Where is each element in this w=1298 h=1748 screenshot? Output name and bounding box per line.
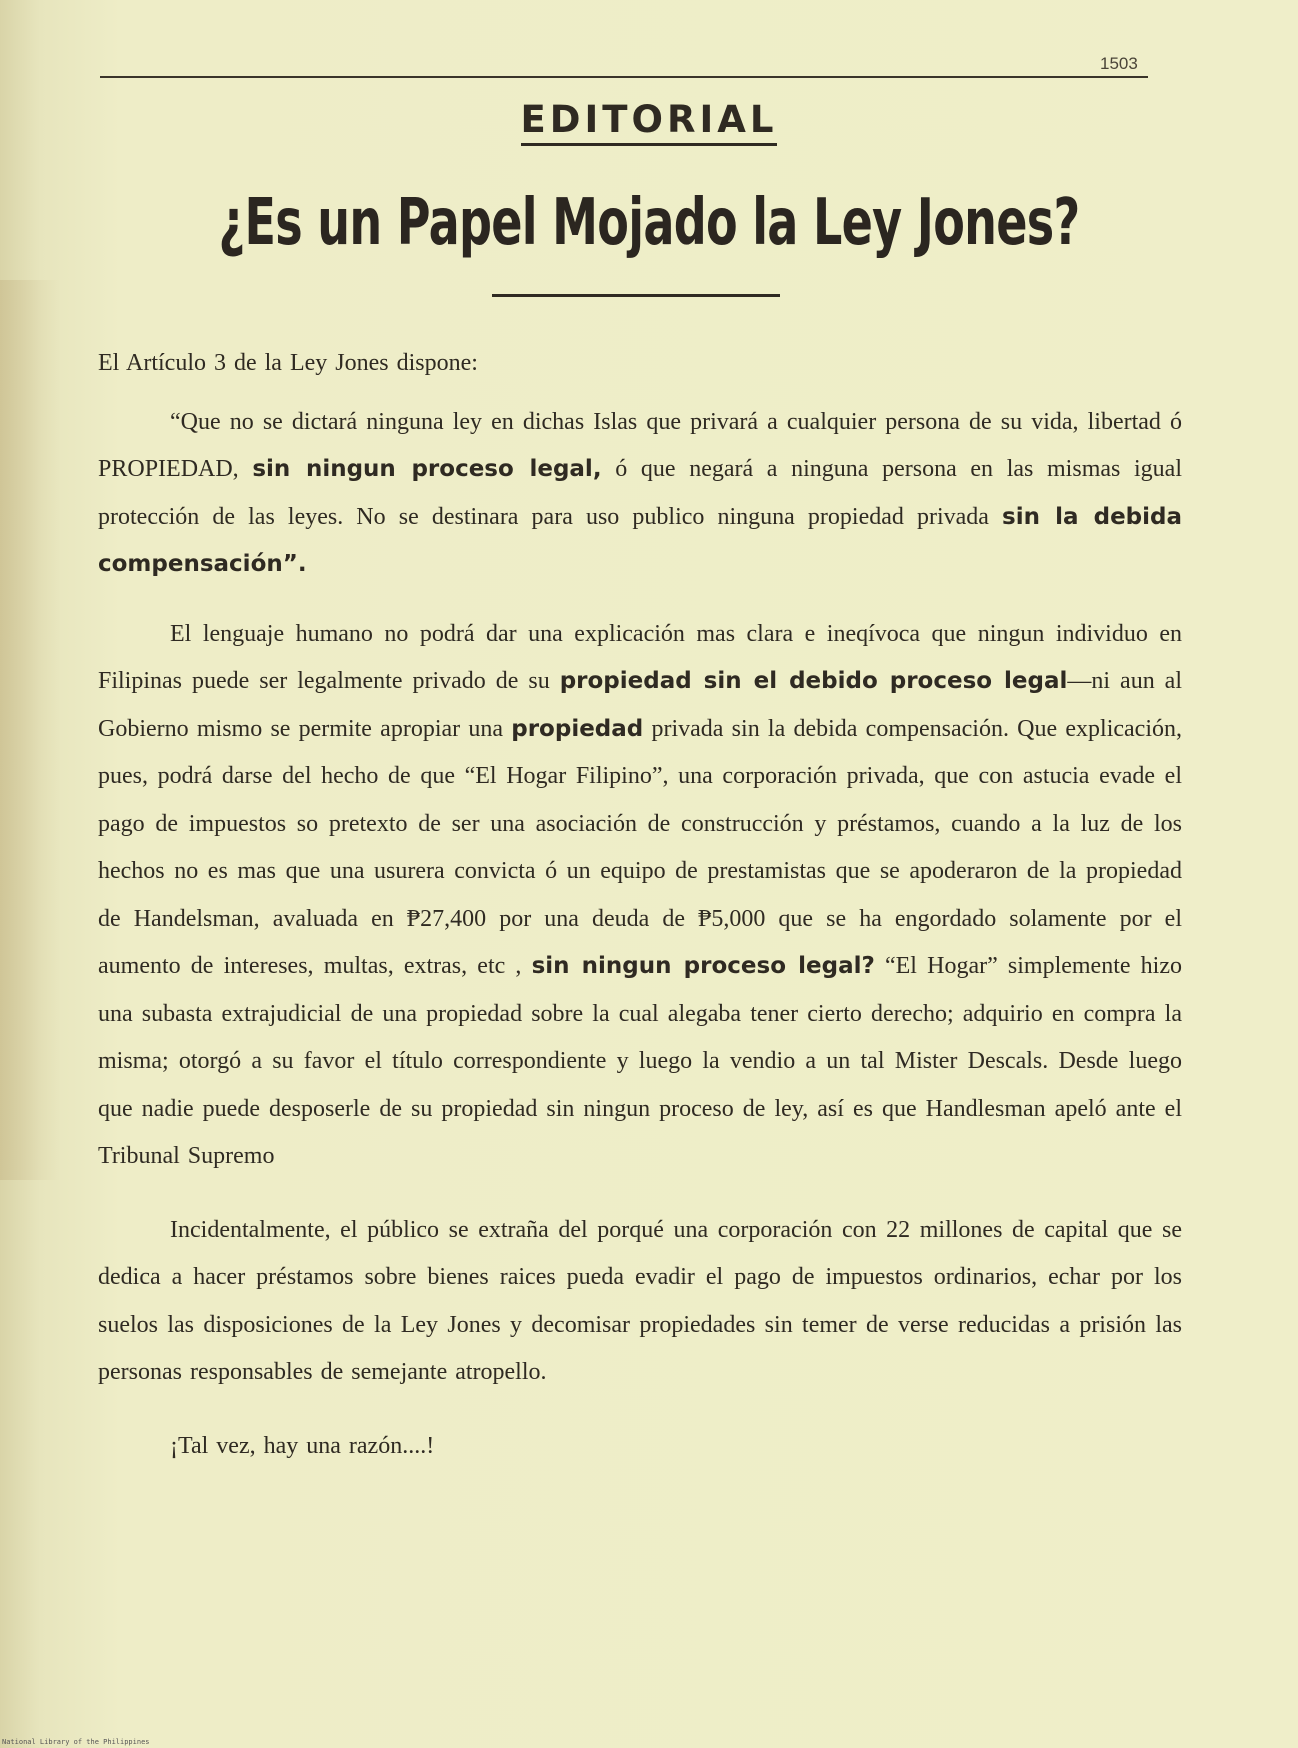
intro-line: El Artículo 3 de la Ley Jones dispone: bbox=[98, 350, 478, 376]
quote-emphasis-1: sin ningun proceso legal, bbox=[252, 456, 602, 482]
paragraph-3: Incidentalmente, el público se extraña del porqué una corporación con 22 millones de capital que se dedica a hacer préstamos sobre bienes raices pueda evadir el pago de impuestos ordinarios, echar por los suelos las disposiciones de la Ley Jones y decomisar propiedades sin temer de verse reducidas a prisión las personas responsables de semejante atropello. bbox=[98, 1216, 1182, 1385]
page-number: 1503 bbox=[1100, 54, 1138, 73]
paragraph-2-emphasis-3: sin ningun proceso legal? bbox=[531, 953, 875, 979]
footer-credit: National Library of the Philippines bbox=[2, 1738, 150, 1746]
paragraph-2-text-1: El lenguaje humano no podrá dar una explicación mas clara e ineqívoca que ningun individuo en Filipinas puede ser legalmente privado de su bbox=[98, 620, 1182, 694]
page-edge-stain bbox=[0, 280, 60, 1180]
quote-text-2: ó que negará a ninguna persona en las mismas igual protección de las leyes. No se destinara para uso publico ninguna propiedad privada bbox=[98, 456, 1182, 530]
paragraph-2-text-3: privada sin la debida compensación. Que explicación, pues, podrá darse del hecho de que “El Hogar Filipino”, una corporación privada, que con astucia evade el pago de impuestos so pretexto de ser una asociación de construcción y préstamos, cuando a la luz de los hechos no es mas que una usurera convicta ó un equipo de prestamistas que se apoderaron de la propiedad de Handelsman, avaluada en ₱27,400 por una deuda de ₱5,000 que se ha engordado solamente por el aumento de intereses, multas, extras, etc , bbox=[98, 715, 1182, 979]
quoted-article bbox=[98, 399, 1182, 589]
paragraph-2-emphasis-1: propiedad sin el debido proceso legal bbox=[559, 668, 1068, 694]
headline-rule bbox=[492, 294, 780, 297]
paragraph-2 bbox=[98, 611, 1182, 1181]
quote-emphasis-2: sin la debida compensación”. bbox=[98, 503, 1183, 577]
paragraph-2-text-4: “El Hogar” simplemente hizo una subasta extrajudicial de una propiedad sobre la cual alegaba tener cierto derecho; adquirio en compra la misma; otorgó a su favor el título correspondiente y luego la vendio a un tal Mister Descals. Desde luego que nadie puede desposerle de su propiedad sin ningun proceso de ley, así es que Handlesman apeló ante el Tribunal Supremo bbox=[98, 953, 1182, 1169]
quote-text-1: “Que no se dictará ninguna ley en dichas Islas que privará a cualquier persona de su vida, libertad ó PROPIEDAD, bbox=[98, 408, 1182, 482]
paragraph-2-text-2: —ni aun al Gobierno mismo se permite apropiar una bbox=[98, 668, 1182, 742]
section-label bbox=[0, 98, 1298, 141]
article-body bbox=[98, 340, 1182, 1470]
header-rule bbox=[100, 76, 1148, 78]
headline: ¿Es un Papel Mojado la Ley Jones? bbox=[218, 186, 1080, 260]
paragraph-2-emphasis-2: propiedad bbox=[511, 715, 644, 742]
closing-line: ¡Tal vez, hay una razón....! bbox=[170, 1432, 435, 1459]
section-label-text: EDITORIAL bbox=[521, 98, 778, 146]
